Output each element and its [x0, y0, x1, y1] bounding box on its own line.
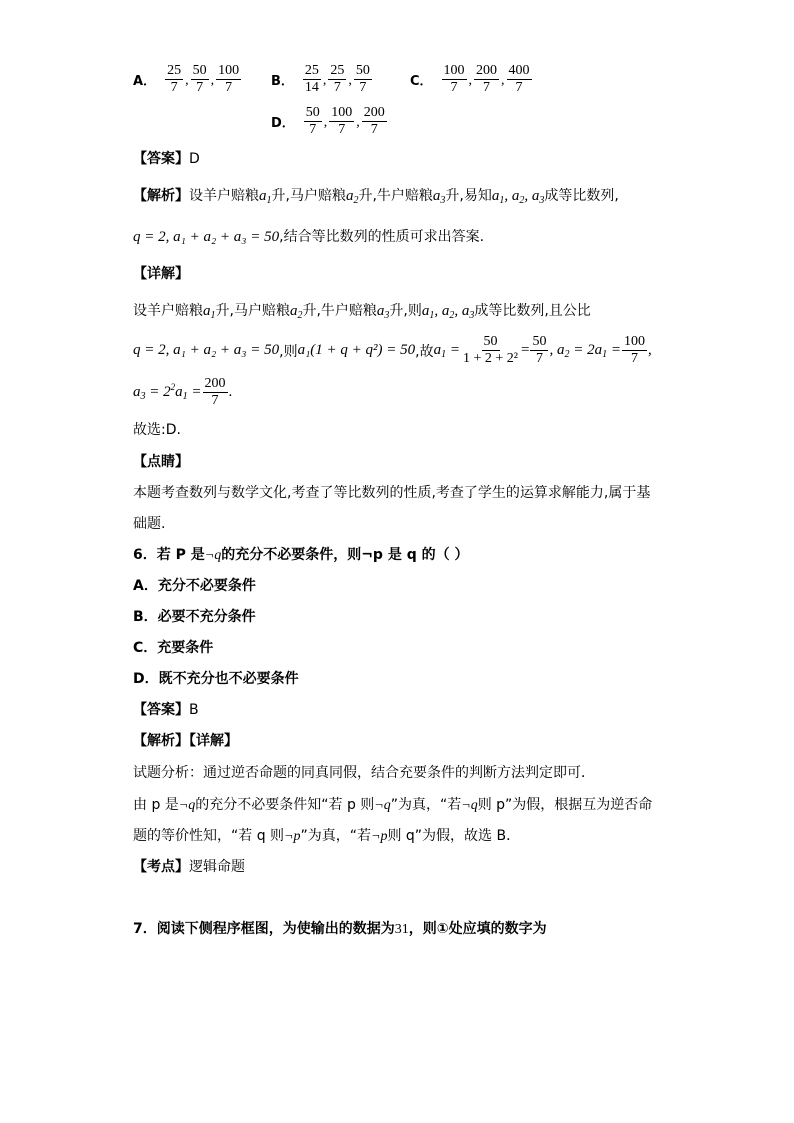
option-fraction: $\frac{200}{7}$ — [363, 105, 385, 137]
q6-option-c: C．充要条件 — [133, 640, 214, 656]
q6-option-b: B．必要不充分条件 — [133, 609, 256, 625]
q6-stem: 6．若 P 是¬q的充分不必要条件，则¬p 是 q 的（ ） — [133, 547, 469, 563]
q6-analysis-tag: 【解析】【详解】 — [133, 733, 238, 749]
q6-answer: 【答案】B — [133, 702, 199, 718]
fraction-separator: , — [210, 72, 215, 88]
option-d: D． $\frac{50}{7}$ , $\frac{100}{7}$ , $\frac{200}{7}$ — [271, 105, 388, 138]
option-b: B． $\frac{25}{14}$ , $\frac{25}{7}$ , $\frac{50}{7}$ — [271, 63, 373, 96]
q5-choose: 故选:D. — [133, 422, 181, 438]
option-fraction: $\frac{50}{7}$ — [305, 105, 320, 137]
q6-topic: 【考点】逻辑命题 — [133, 859, 245, 875]
option-fraction: $\frac{25}{7}$ — [330, 63, 345, 95]
q6-analysis-line1: 试题分析：通过逆否命题的同真同假，结合充要条件的判断方法判定即可． — [133, 765, 595, 781]
q5-answer: 【答案】D — [133, 151, 200, 167]
fraction-200-7: $\frac{200}{7}$ — [204, 376, 226, 408]
q6-analysis-line3: 题的等价性知，“若 q 则¬p”为真，“若¬p则 q”为假，故选 B． — [133, 828, 521, 844]
option-fraction: $\frac{25}{14}$ — [304, 63, 319, 95]
fraction-separator: , — [322, 72, 327, 88]
fraction-separator: , — [356, 114, 360, 130]
fraction-separator: , — [323, 114, 328, 130]
option-c: C． $\frac{100}{7}$ , $\frac{200}{7}$ , $\frac{400}{7}$ — [410, 63, 533, 96]
fraction-separator: , — [348, 72, 352, 88]
option-fraction: $\frac{50}{7}$ — [355, 63, 370, 95]
q6-option-a: A．充分不必要条件 — [133, 578, 256, 594]
fraction-50-7: $\frac{50}{7}$ — [532, 334, 547, 366]
q5-detail-line1: 设羊户赔粮$a_1$升,马户赔粮$a_2$升,牛户赔粮$a_3$升,则$a_1$, $a_2$, $a_3$成等比数列,且公比 — [133, 303, 591, 321]
fraction-separator: , — [501, 72, 505, 88]
fraction-separator: , — [185, 72, 189, 88]
fraction-100-7: $\frac{100}{7}$ — [623, 334, 645, 366]
q5-detail-tag: 【详解】 — [133, 266, 189, 282]
q5-comment-tag: 【点睛】 — [133, 454, 189, 470]
q6-analysis-line2: 由 p 是¬q的充分不必要条件知“若 p 则¬q”为真，“若¬q则 p”为假，根据互为逆否命 — [133, 797, 653, 813]
q5-comment-line1: 本题考查数列与数学文化,考查了等比数列的性质,考查了学生的运算求解能力,属于基 — [133, 485, 651, 501]
q6-option-d: D．既不充分也不必要条件 — [133, 671, 299, 687]
q5-analysis-line1: 【解析】设羊户赔粮$a_1$升,马户赔粮$a_2$升,牛户赔粮$a_3$升,易知$a_1$, $a_2$, $a_3$成等比数列, — [133, 188, 619, 206]
q5-detail-line3: $a_3 = 2^2a_1$ = $\frac{200}{7}$ . — [133, 376, 233, 408]
option-fraction: $\frac{100}{7}$ — [443, 63, 465, 95]
option-d-fractions — [303, 105, 388, 138]
option-b-fractions — [302, 63, 373, 96]
option-fraction: $\frac{100}{7}$ — [218, 63, 240, 95]
q5-analysis-line2: q = 2, a₁ + a₂ + a₃ = 50,结合等比数列的性质可求出答案. — [133, 229, 485, 245]
option-fraction: $\frac{100}{7}$ — [331, 105, 353, 137]
option-a: A． $\frac{25}{7}$ , $\frac{50}{7}$ , $\frac{100}{7}$ — [133, 63, 242, 96]
option-c-fractions — [441, 63, 533, 96]
q5-comment-line2: 础题. — [133, 516, 166, 532]
q5-detail-line2: q = 2, a₁ + a₂ + a₃ = 50 ,则 a₁(1 + q + q²) = 50 ,故 $a_1$ = $\frac{50}{\text{1 + 2 + 2²}}$ = $\frac{50}{7}$ , $a_2 = 2a_1$ = $\frac{100}{7}$ , — [133, 334, 652, 366]
q7-stem: 7．阅读下侧程序框图，为使输出的数据为31，则①处应填的数字为 — [133, 921, 547, 937]
option-fraction: $\frac{50}{7}$ — [192, 63, 207, 95]
option-a-fractions — [164, 63, 242, 96]
option-fraction: $\frac{25}{7}$ — [167, 63, 182, 95]
fraction-separator: , — [468, 72, 473, 88]
option-fraction: $\frac{200}{7}$ — [476, 63, 498, 95]
option-fraction: $\frac{400}{7}$ — [508, 63, 530, 95]
fraction-a1: $\frac{50}{\text{1 + 2 + 2²}}$ — [463, 334, 518, 366]
